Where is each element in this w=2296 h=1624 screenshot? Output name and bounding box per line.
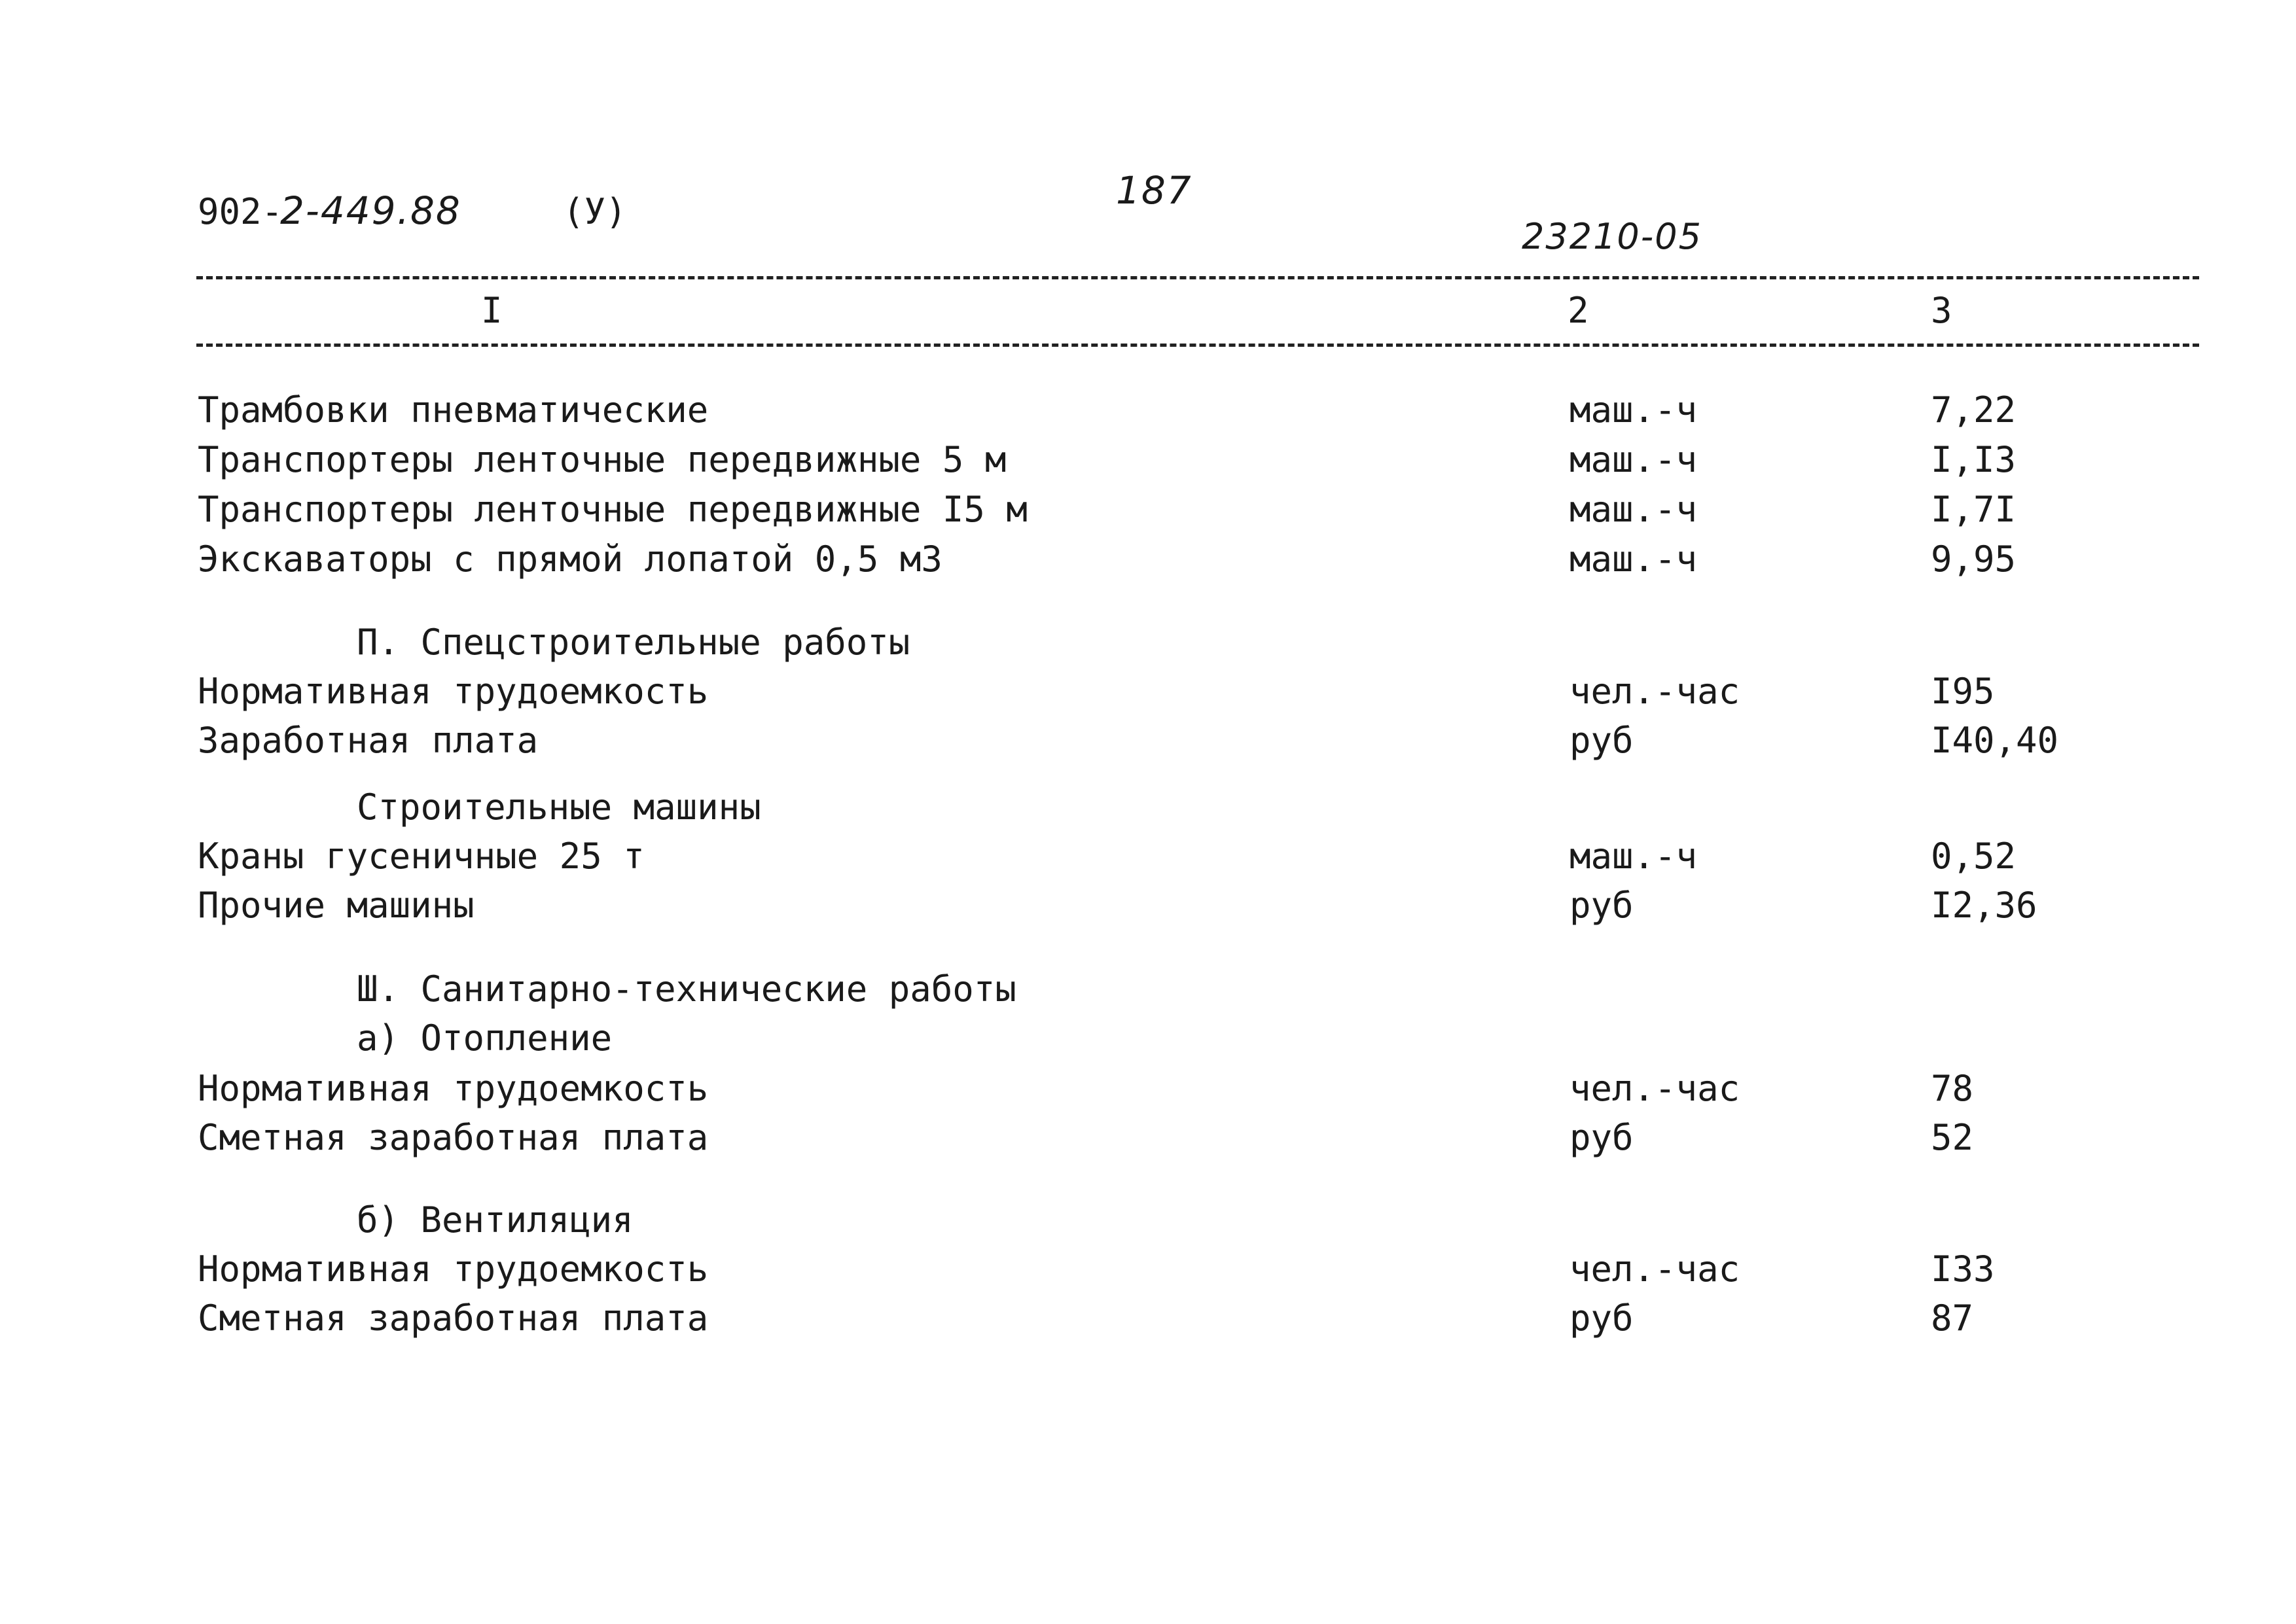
column-header-3: 3 xyxy=(1931,290,1952,331)
row-unit: чел.-час xyxy=(1570,1248,1740,1290)
row-name: Сметная заработная плата xyxy=(198,1297,709,1339)
row-name: Транспортеры ленточные передвижные 5 м xyxy=(198,439,1007,480)
row-unit: маш.-ч xyxy=(1570,489,1698,530)
doc-code-handwritten: 2-449.88 xyxy=(280,188,461,233)
row-value: I,7I xyxy=(1931,489,2017,530)
column-header-1: I xyxy=(481,290,503,331)
header-top-rule xyxy=(196,276,2199,279)
row-name: Экскаваторы с прямой лопатой 0,5 м3 xyxy=(198,538,942,580)
row-value: 52 xyxy=(1931,1117,1974,1158)
section-heading: Ш. Санитарно-технические работы xyxy=(357,968,1016,1010)
subsection-heading: б) Вентиляция xyxy=(357,1199,634,1241)
row-unit: маш.-ч xyxy=(1570,439,1698,480)
row-name: Нормативная трудоемкость xyxy=(198,1068,709,1109)
subsection-heading: а) Отопление xyxy=(357,1017,613,1059)
row-unit: руб xyxy=(1570,720,1634,761)
row-unit: руб xyxy=(1570,1297,1634,1339)
row-value: I40,40 xyxy=(1931,720,2059,761)
sheet-code: 23210-05 xyxy=(1522,216,1702,257)
doc-marker: (У) xyxy=(563,191,627,232)
row-unit: руб xyxy=(1570,1117,1634,1158)
row-name: Краны гусеничные 25 т xyxy=(198,836,645,877)
row-name: Сметная заработная плата xyxy=(198,1117,709,1158)
row-unit: руб xyxy=(1570,885,1634,926)
row-value: 87 xyxy=(1931,1297,1974,1339)
row-value: I2,36 xyxy=(1931,885,2037,926)
row-name: Заработная плата xyxy=(198,720,539,761)
row-value: I95 xyxy=(1931,671,1995,712)
row-value: 0,52 xyxy=(1931,836,2017,877)
header-bottom-rule xyxy=(196,344,2199,347)
row-unit: чел.-час xyxy=(1570,671,1740,712)
row-unit: маш.-ч xyxy=(1570,389,1698,431)
row-value: I,I3 xyxy=(1931,439,2017,480)
column-header-2: 2 xyxy=(1568,290,1589,331)
row-name: Нормативная трудоемкость xyxy=(198,671,709,712)
row-name: Транспортеры ленточные передвижные I5 м xyxy=(198,489,1028,530)
section-heading: П. Спецстроительные работы xyxy=(357,622,910,663)
row-unit: маш.-ч xyxy=(1570,538,1698,580)
doc-code-prefix: 902- xyxy=(198,191,283,232)
row-value: 78 xyxy=(1931,1068,1974,1109)
row-name: Прочие машины xyxy=(198,885,475,926)
row-value: I33 xyxy=(1931,1248,1995,1290)
row-unit: маш.-ч xyxy=(1570,836,1698,877)
section-heading: Строительные машины xyxy=(357,786,761,828)
row-value: 9,95 xyxy=(1931,538,2017,580)
row-name: Нормативная трудоемкость xyxy=(198,1248,709,1290)
row-unit: чел.-час xyxy=(1570,1068,1740,1109)
row-value: 7,22 xyxy=(1931,389,2017,431)
page-number: 187 xyxy=(1116,168,1193,213)
row-name: Трамбовки пневматические xyxy=(198,389,709,431)
